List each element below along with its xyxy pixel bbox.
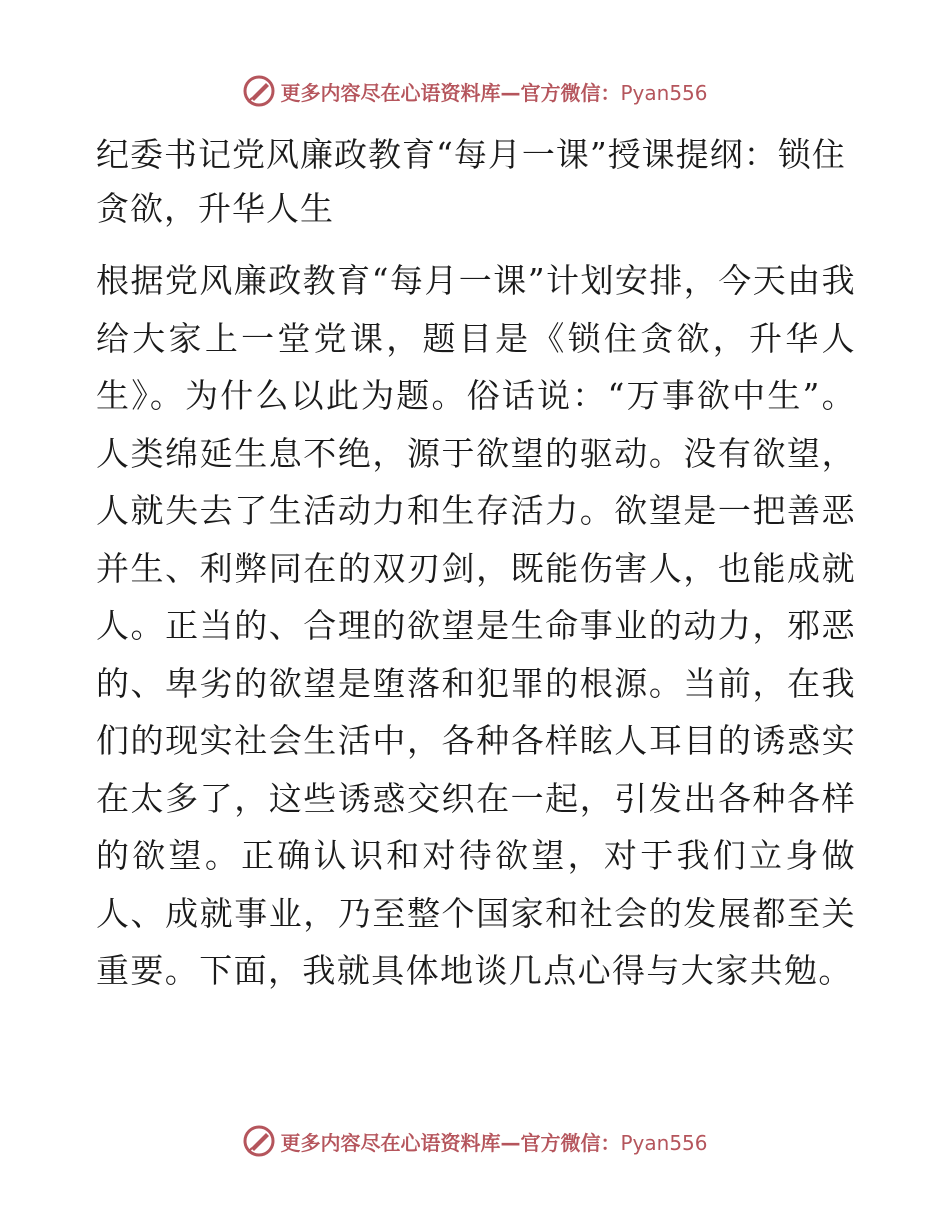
document-body: 根据党风廉政教育“每月一课”计划安排，今天由我给大家上一堂党课，题目是《锁住贪欲，升华人生》。为什么以此为题。俗话说：“万事欲中生”。人类绵延生息不绝，源于欲望的驱动。没有欲望，人就失去了生活动力和生存活力。欲望是一把善恶并生、利弊同在的双刃剑，既能伤害人，也能成就人。正当的、合理的欲望是生命事业的动力，邪恶的、卑劣的欲望是堕落和犯罪的根源。当前，在我们的现实社会生活中，各种各样眩人耳目的诱惑实在太多了，这些诱惑交织在一起，引发出各种各样的欲望。正确认识和对待欲望，对于我们立身做人、成就事业，乃至整个国家和社会的发展都至关重要。下面，我就具体地谈几点心得与大家共勉。 xyxy=(96,261,856,990)
quill-seal-icon xyxy=(242,1124,276,1158)
quill-seal-icon xyxy=(242,74,276,108)
watermark-text: 更多内容尽在心语资料库—官方微信：Pyan556 xyxy=(280,80,708,105)
header-watermark xyxy=(0,71,950,111)
footer-watermark xyxy=(0,1121,950,1161)
document-title: 纪委书记党风廉政教育“每月一课”授课提纲：锁住贪欲，升华人生 xyxy=(96,135,846,228)
watermark-text: 更多内容尽在心语资料库—官方微信：Pyan556 xyxy=(280,1130,708,1155)
